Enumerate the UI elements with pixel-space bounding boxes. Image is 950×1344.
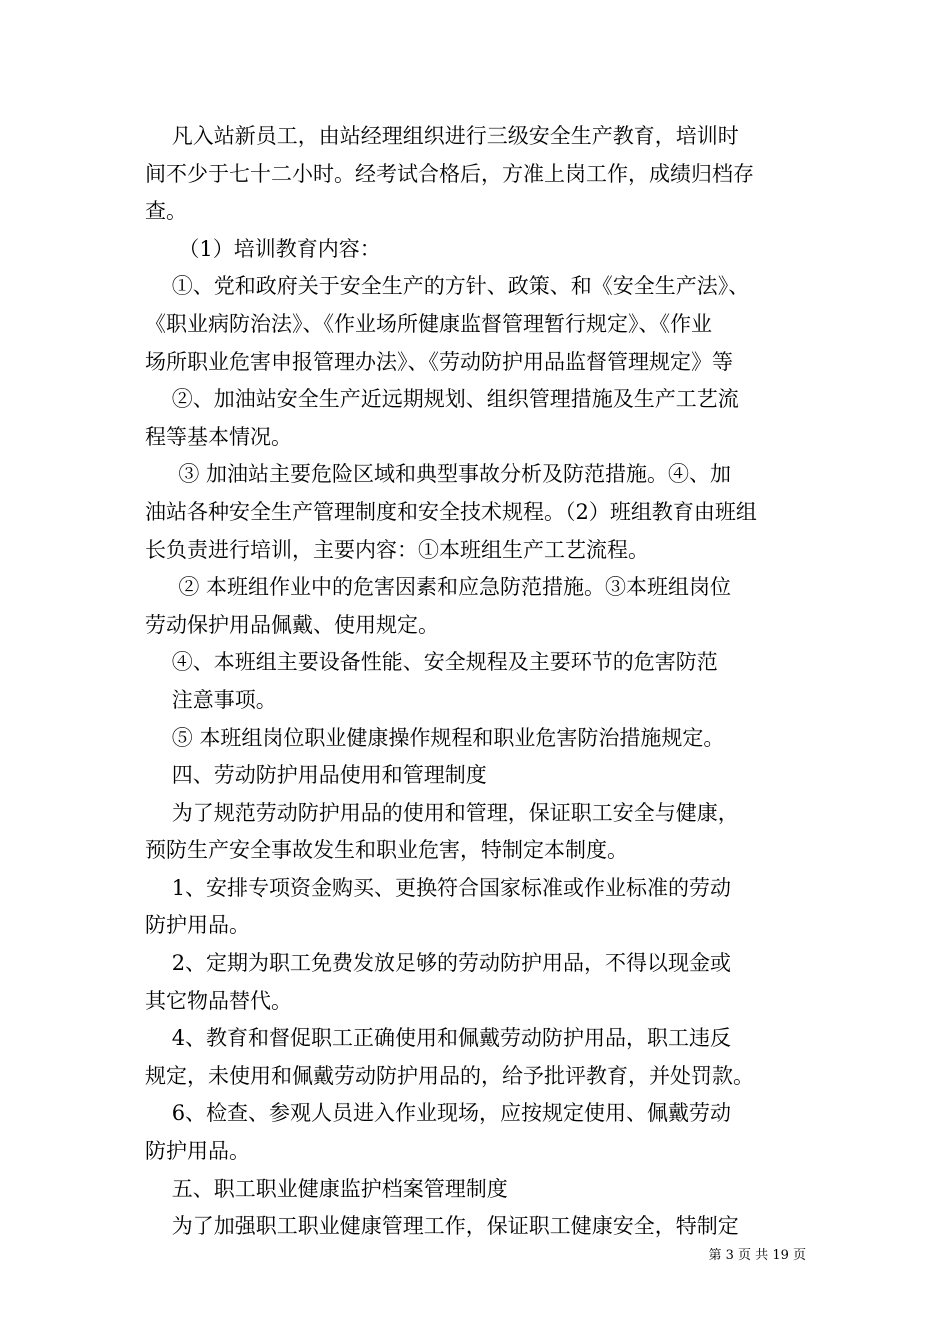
text-line: （1）培训教育内容：	[145, 236, 381, 261]
text-line: 其它物品替代。	[145, 988, 292, 1013]
text-line: 防护用品。	[145, 913, 250, 938]
text-line: 长负责进行培训，主要内容：①本班组生产工艺流程。	[145, 537, 649, 562]
text-line: ①、党和政府关于安全生产的方针、政策、和《安全生产法》、	[145, 274, 750, 299]
text-line: 四、劳动防护用品使用和管理制度	[145, 763, 487, 788]
text-line: 油站各种安全生产管理制度和安全技术规程。（2）班组教育由班组	[145, 499, 757, 524]
text-line: 为了规范劳动防护用品的使用和管理，保证职工安全与健康，	[145, 800, 739, 825]
text-line: 1、安排专项资金购买、更换符合国家标准或作业标准的劳动	[145, 875, 732, 900]
body-text	[145, 118, 825, 1246]
text-line: 2、定期为职工免费发放足够的劳动防护用品，不得以现金或	[145, 951, 732, 976]
text-line: 4、教育和督促职工正确使用和佩戴劳动防护用品，职工违反	[145, 1026, 732, 1051]
text-line: ④、本班组主要设备性能、安全规程及主要环节的危害防范	[145, 650, 718, 675]
text-line: ② 本班组作业中的危害因素和应急防范措施。③本班组岗位	[145, 575, 732, 600]
text-line: 6、检查、参观人员进入作业现场，应按规定使用、佩戴劳动	[145, 1101, 732, 1126]
text-line: 注意事项。	[145, 687, 277, 712]
text-line: 查。	[145, 199, 187, 224]
text-line: 《职业病防治法》、《作业场所健康监督管理暂行规定》、《作业	[145, 311, 712, 336]
page-number-footer: 第 3 页 共 19 页	[708, 1248, 806, 1263]
text-line: ②、加油站安全生产近远期规划、组织管理措施及生产工艺流	[145, 387, 739, 412]
text-line: ③ 加油站主要危险区域和典型事故分析及防范措施。④、加	[145, 462, 732, 487]
text-line: 劳动保护用品佩戴、使用规定。	[145, 612, 439, 637]
text-line: 预防生产安全事故发生和职业危害，特制定本制度。	[145, 838, 628, 863]
text-line: ⑤ 本班组岗位职业健康操作规程和职业危害防治措施规定。	[145, 725, 725, 750]
text-line: 为了加强职工职业健康管理工作，保证职工健康安全，特制定	[145, 1214, 739, 1239]
text-line: 规定，未使用和佩戴劳动防护用品的，给予批评教育，并处罚款。	[145, 1063, 754, 1088]
text-line: 程等基本情况。	[145, 424, 292, 449]
text-line: 五、职工职业健康监护档案管理制度	[145, 1176, 508, 1201]
text-line: 场所职业危害申报管理办法》、《劳动防护用品监督管理规定》等	[145, 349, 733, 374]
text-line: 间不少于七十二小时。经考试合格后，方准上岗工作，成绩归档存	[145, 161, 754, 186]
text-line: 防护用品。	[145, 1139, 250, 1164]
text-line: 凡入站新员工，由站经理组织进行三级安全生产教育，培训时	[145, 124, 739, 148]
